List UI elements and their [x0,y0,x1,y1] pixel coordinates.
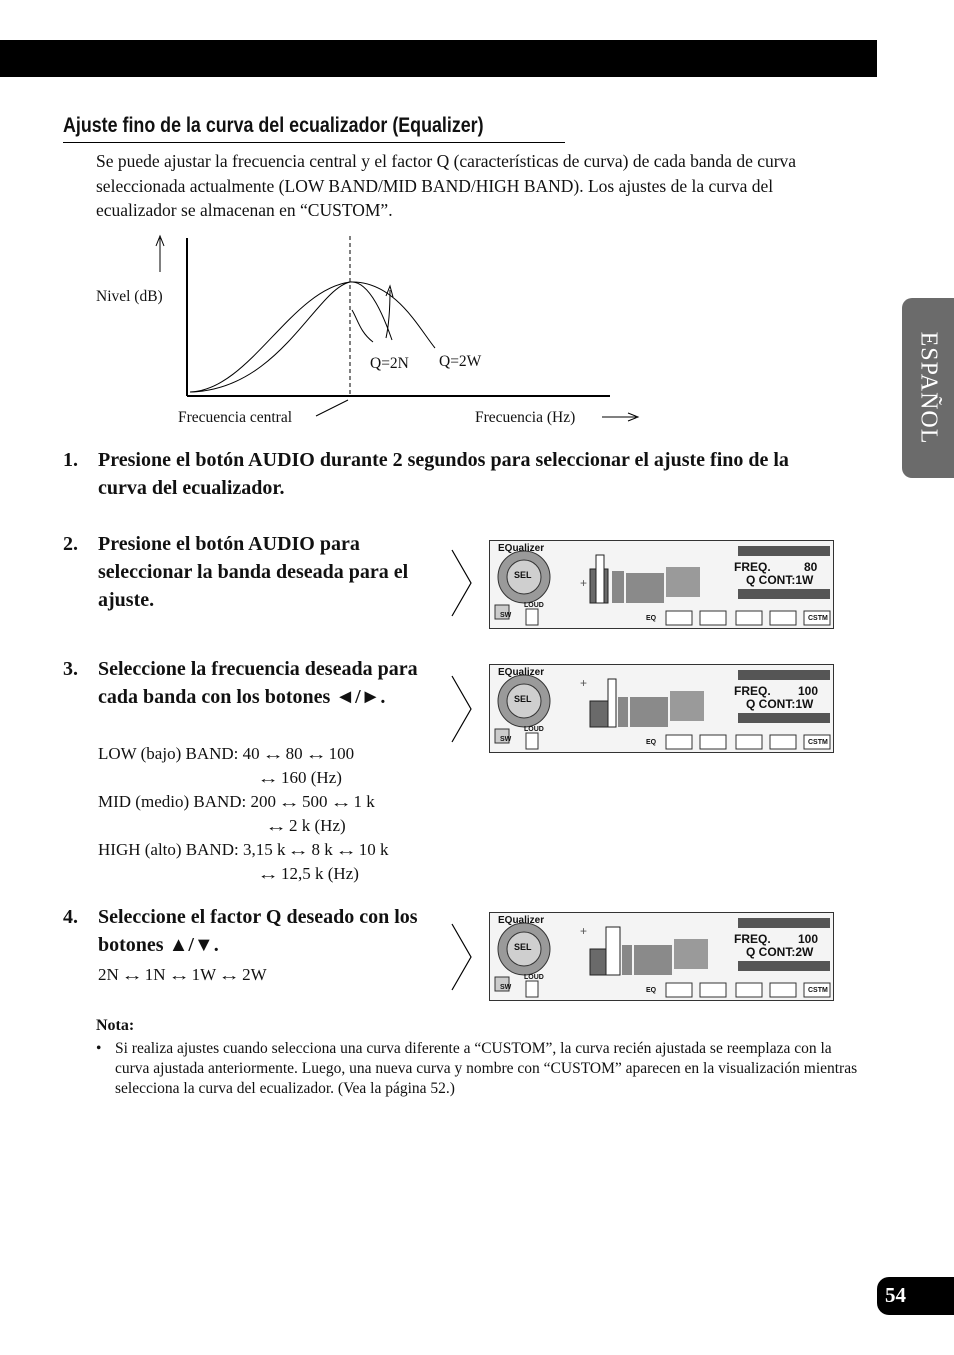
note-text: Si realiza ajustes cuando selecciona una curva diferente a “CUSTOM”, la curva recién ajustada se reemplaza con la curva ajustada anteriormente. Luego, una nueva curva y nombre con “CUSTOM” aparecen en la visualización mientras selecciona la curva del ecualizador. (Vea la página 52.) [115,1040,858,1097]
mid-band-line-1 [98,792,375,812]
display-freq-value: 100 [798,932,819,946]
double-arrow-icon: ↔ [256,772,280,787]
step-1 [63,446,818,502]
display-freq-label: FREQ. [734,560,771,574]
svg-text:+: + [580,676,588,690]
double-arrow-icon: ↔ [120,969,143,984]
high-band-value: 12,5 k (Hz) [281,864,359,883]
display-eq-label: EQ [646,987,657,994]
section-heading: Ajuste fino de la curva del ecualizador (Equalizer) [63,114,484,137]
x-axis-label: Frecuencia (Hz) [475,409,576,426]
display-sw-label: SW [500,736,512,743]
double-arrow-icon: ↔ [261,748,284,763]
display-loud-label: LOUD [524,602,544,609]
svg-text:+: + [580,924,588,938]
step-3 [63,655,428,711]
display-qcont: Q CONT:1W [746,697,814,711]
step-2 [63,530,418,614]
double-arrow-icon: ↔ [264,820,288,835]
display-qcont: Q CONT:2W [746,945,814,959]
heading-underline [63,142,565,143]
display-sel-label: SEL [514,570,532,580]
low-band-value: 160 (Hz) [281,768,342,787]
q-value: 2N [98,965,119,984]
low-band-line-1 [98,744,354,764]
high-band-value: 10 k [358,840,389,859]
mid-band-value: 1 k [353,792,375,811]
note-title: Nota: [96,1017,135,1034]
high-band-label: HIGH (alto) BAND: 3,15 k [98,840,286,859]
y-axis-label: Nivel (dB) [96,288,163,305]
step-1-number: 1. [63,449,78,471]
page-number: 54 [885,1283,906,1307]
q-value: 1N [144,965,166,984]
display-sel-label: SEL [514,942,532,952]
step-chevron-icon [450,674,474,744]
display-sw-label: SW [500,984,512,991]
q-pointer-arrow [352,310,373,342]
step-chevron-icon [450,922,474,992]
note-bullet: • [96,1040,102,1057]
display-freq-label: FREQ. [734,932,771,946]
header-bar [0,40,877,77]
center-frequency-label: Frecuencia central [178,409,293,426]
step-3-number: 3. [63,658,78,680]
display-freq-value: 80 [804,560,818,574]
language-tab-label: ESPAÑOL [915,331,942,445]
double-arrow-icon: ↔ [329,796,352,811]
svg-text:+: + [580,576,588,590]
intro-paragraph: Se puede ajustar la frecuencia central y el factor Q (características de curva) de cada banda de curva seleccionada actualmente (LOW BAND/MID BAND/HIGH BAND). Los ajustes de la curva del ecualizador se almacenan en “CUSTOM”. [96,151,797,220]
eq-display-3 [489,912,834,1001]
step-4 [63,903,418,959]
double-arrow-icon: ↔ [277,796,301,811]
display-freq-value: 100 [798,684,819,698]
q-factor-sequence [98,965,267,985]
double-arrow-icon: ↔ [256,868,280,883]
mid-band-value: 500 [302,792,328,811]
display-cstm-label: CSTM [808,615,828,622]
display-sw-label: SW [500,612,512,619]
double-arrow-icon: ↔ [287,844,310,859]
curve-wide [190,282,435,392]
display-freq-label: FREQ. [734,684,771,698]
display-title: EQualizer [498,543,545,554]
page-number-box [877,1277,954,1315]
center-leader [316,400,348,416]
display-title: EQualizer [498,667,545,678]
q-pointer-arrow-2 [386,290,390,338]
display-eq-label: EQ [646,615,657,622]
curve-narrow [190,282,392,392]
display-title: EQualizer [498,915,545,926]
double-arrow-icon: ↔ [304,748,327,763]
eq-curve-svg [90,230,650,430]
display-loud-label: LOUD [524,974,544,981]
mid-band-value: 2 k (Hz) [289,816,346,835]
double-arrow-icon: ↔ [167,969,190,984]
display-qcont: Q CONT:1W [746,573,814,587]
display-sel-label: SEL [514,694,532,704]
high-band-line-1 [98,840,388,860]
language-tab [902,298,954,478]
mid-band-label: MID (medio) BAND: 200 [98,792,277,811]
step-4-number: 4. [63,906,78,928]
q-wide-label: Q=2W [439,353,482,370]
eq-display-1 [489,540,834,629]
q-value: 1W [191,965,217,984]
low-band-value: 100 [328,744,355,763]
q-value: 2W [242,965,267,984]
high-band-value: 8 k [311,840,333,859]
step-1-text: Presione el botón AUDIO durante 2 segundos para seleccionar el ajuste fino de la curva del ecualizador. [98,449,789,499]
q-narrow-label: Q=2N [370,355,409,372]
display-cstm-label: CSTM [808,739,828,746]
display-eq-label: EQ [646,739,657,746]
display-cstm-label: CSTM [808,987,828,994]
double-arrow-icon: ↔ [217,969,241,984]
step-2-text: Presione el botón AUDIO para seleccionar la banda deseada para el ajuste. [98,533,409,611]
step-2-number: 2. [63,533,78,555]
low-band-label: LOW (bajo) BAND: 40 [98,744,260,763]
eq-display-2 [489,664,834,753]
low-band-line-2 [255,768,342,788]
eq-curve-diagram [90,230,650,430]
high-band-line-2 [255,864,359,884]
step-4-text: Seleccione el factor Q deseado con los botones ▲/▼. [98,906,418,956]
step-chevron-icon [450,548,474,618]
low-band-value: 80 [285,744,303,763]
display-loud-label: LOUD [524,726,544,733]
step-3-text: Seleccione la frecuencia deseada para cada banda con los botones ◄/►. [98,658,418,708]
note-item [96,1039,860,1099]
double-arrow-icon: ↔ [334,844,357,859]
mid-band-line-2 [263,816,346,836]
